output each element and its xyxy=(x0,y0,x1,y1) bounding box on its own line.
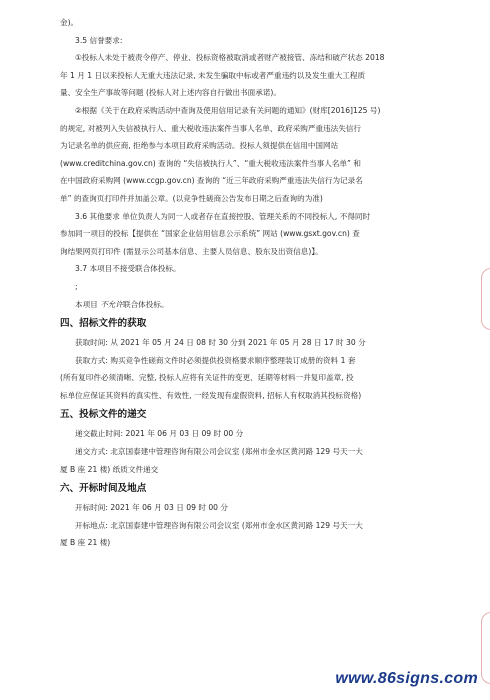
clause-3-7: 3.7 本项目不接受联合体投标。 xyxy=(75,264,181,274)
clause-3-5-title: 3.5 信誉要求: xyxy=(75,35,123,45)
submission-deadline: 递交截止时间: 2021 年 06 月 03 日 09 时 00 分 xyxy=(75,429,244,439)
text-line: 金)。 xyxy=(60,18,79,27)
text-line: 参加同一项目的投标【提供在 “国家企业信用信息公示系统” 网站 (www.gsxt.gov.cn) 查 xyxy=(60,229,360,239)
opening-place: 开标地点: 北京国泰建中管理咨询有限公司会议室 (郑州市金水区黄河路 129 号天一大 xyxy=(75,520,363,530)
consortium-note xyxy=(60,296,440,314)
text-line: 为记录名单的供应商, 拒绝参与本项目政府采购活动。投标人须提供在信用中国网站 xyxy=(60,141,339,151)
text-line: 的规定, 对被列入失信被执行人、重大税收违法案件当事人名单、政府采购严重违法失信行 xyxy=(60,123,361,133)
consortium-note-emphasis: 不允许 xyxy=(100,299,123,309)
text-line: 标单位应保证其资料的真实性、有效性, 一经发现有虚假资料, 招标人有权取消其投标资格) xyxy=(60,390,362,400)
clause-3-6: 3.6 其他要求 单位负责人为同一人或者存在直接控股、管理关系的不同投标人, 不得同时 xyxy=(75,211,371,221)
text-line: ①投标人未处于被责令停产、停业、投标资格被取消或者财产被接管、冻结和破产状态 2018 xyxy=(75,53,385,63)
text-line: ②根据《关于在政府采购活动中查询及使用信用记录有关问题的通知》(财库[2016]125 号) xyxy=(75,105,381,115)
section-5-heading: 五、投标文件的递交 xyxy=(60,409,147,421)
section-6-heading: 六、开标时间及地点 xyxy=(60,483,147,495)
text-line: 年 1 月 1 日以来投标人无重大违法记录, 未发生骗取中标或者严重违约以及发生重大工程质 xyxy=(60,70,366,80)
opening-time: 开标时间: 2021 年 06 月 03 日 09 时 00 分 xyxy=(75,503,229,513)
text-line: 厦 B 座 21 楼) xyxy=(60,538,111,548)
acquisition-method: 获取方式: 购买竞争性磋商文件时必须提供投资格要求顺序整理装订成册的资料 1 套 xyxy=(75,355,356,365)
consortium-note-prefix: 本项目 xyxy=(75,299,101,309)
seal-stamp-fragment xyxy=(481,268,490,330)
text-line: 量、安全生产事故等问题 (投标人对上述内容自行做出书面承诺)。 xyxy=(60,88,281,98)
text-line: 厦 B 座 21 楼) 纸质文件递交 xyxy=(60,464,159,474)
text-line: (所有复印件必须清晰、完整, 投标人应将有关证件的变更、延期等材料一并复印盖章, 投 xyxy=(60,373,354,383)
consortium-note-suffix: 联合体投标。 xyxy=(122,299,169,309)
section-4-heading: 四、招标文件的获取 xyxy=(60,318,147,330)
text-line: 在中国政府采购网 (www.ccgp.gov.cn) 查询的 “近三年政府采购严重违法失信行为记录名 xyxy=(60,176,363,186)
text-line: (www.creditchina.gov.cn) 查询的 “失信被执行人”、“重大税收违法案件当事人名单” 和 xyxy=(60,158,361,168)
document-body xyxy=(60,14,440,552)
acquisition-time: 获取时间: 从 2021 年 05 月 24 日 08 时 30 分到 2021 年 05 月 28 日 17 时 30 分 xyxy=(75,338,366,348)
site-watermark: www.86signs.com xyxy=(335,670,478,687)
submission-place: 递交方式: 北京国泰建中管理咨询有限公司会议室 (郑州市金水区黄河路 129 号天一大 xyxy=(75,447,363,457)
seal-stamp-fragment xyxy=(481,612,490,684)
semicolon-line: ; xyxy=(75,281,78,291)
text-line: 询结果网页打印件 (需显示公司基本信息、主要人员信息、股东及出资信息)】。 xyxy=(60,246,323,256)
text-line: 单” 的查询页打印件并加盖公章。(以竞争性磋商公告发布日期之后查询的为准) xyxy=(60,193,323,203)
